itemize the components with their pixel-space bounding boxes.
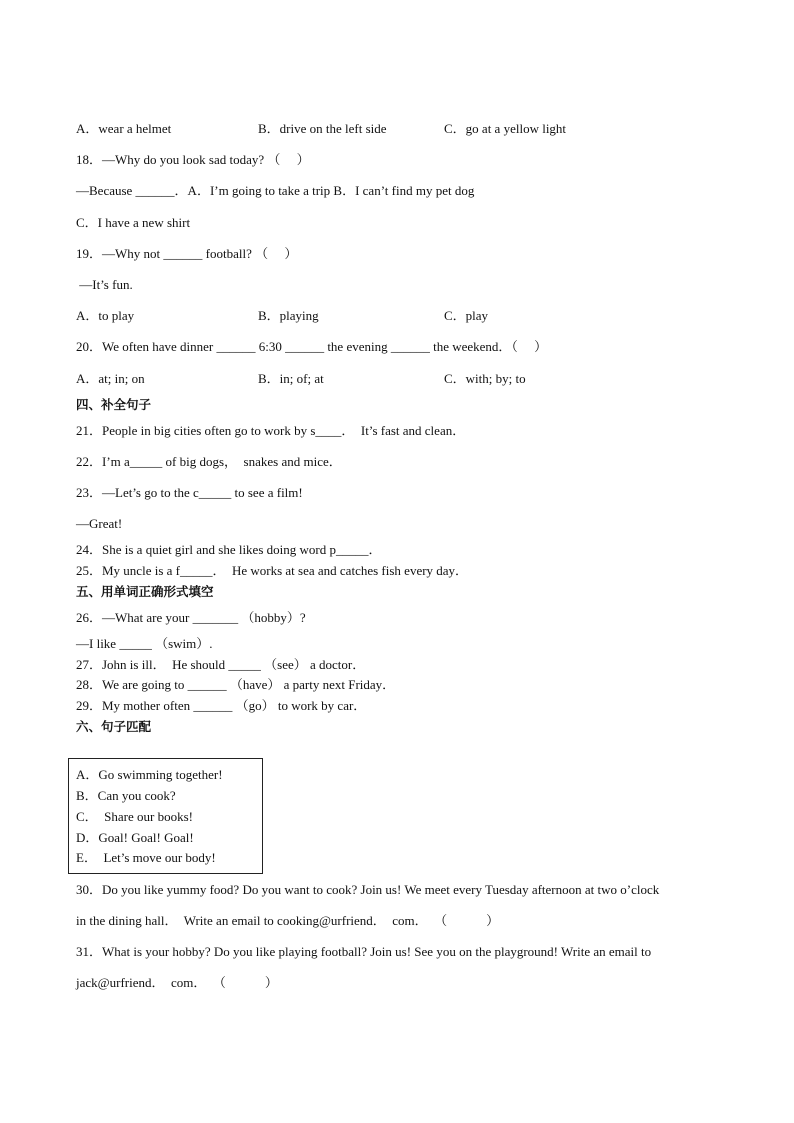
match-option-d: D．Goal! Goal! Goal!: [76, 830, 194, 845]
q21: 21．People in big cities often go to work by s____． It’s fast and clean．: [76, 423, 466, 438]
q26-reply: —I like _____ （swim）.: [76, 636, 213, 651]
match-option-b: B．Can you cook?: [76, 788, 176, 803]
match-option-e: E． Let’s move our body!: [76, 850, 216, 865]
section-heading-4: 四、补全句子: [76, 397, 152, 412]
section-heading-6: 六、句子匹配: [76, 719, 152, 734]
q30-line2: in the dining hall． Write an email to cooking@urfriend． com． （ ）: [76, 913, 500, 928]
q18-line3: C．I have a new shirt: [76, 215, 191, 230]
q19-option-b: B．playing: [258, 308, 319, 323]
q19-option-a: A．to play: [76, 308, 135, 323]
q18-line2: —Because ______．A．I’m going to take a trip B．I can’t find my pet dog: [76, 183, 475, 198]
q20-stem: 20．We often have dinner ______ 6:30 ______ the evening ______ the weekend．（ ）: [76, 339, 548, 354]
q22: 22．I’m a_____ of big dogs， snakes and mice．: [76, 454, 342, 469]
match-option-a: A．Go swimming together!: [76, 767, 223, 782]
q20-option-c: C．with; by; to: [444, 371, 526, 386]
q23: 23．—Let’s go to the c_____ to see a film!: [76, 485, 303, 500]
q24: 24．She is a quiet girl and she likes doing word p_____．: [76, 542, 382, 557]
q17-option-a: A．wear a helmet: [76, 121, 172, 136]
q18-stem: 18．—Why do you look sad today? （ ）: [76, 152, 310, 167]
q30-line1: 30．Do you like yummy food? Do you want to cook? Join us! We meet every Tuesday afternoon at two o’clock: [76, 882, 660, 897]
q26: 26．—What are your _______ （hobby）?: [76, 610, 306, 625]
q27: 27．John is ill． He should _____ （see） a doctor．: [76, 657, 366, 672]
q23-reply: —Great!: [76, 516, 123, 531]
match-option-c: C． Share our books!: [76, 809, 193, 824]
q19-option-c: C．play: [444, 308, 489, 323]
q19-reply: —It’s fun.: [76, 277, 133, 292]
q17-option-b: B．drive on the left side: [258, 121, 387, 136]
q25: 25．My uncle is a f_____． He works at sea and catches fish every day．: [76, 563, 469, 578]
q17-option-c: C．go at a yellow light: [444, 121, 567, 136]
section-heading-5: 五、用单词正确形式填空: [76, 584, 214, 599]
q31-line2: jack@urfriend． com． （ ）: [76, 975, 278, 990]
q28: 28．We are going to ______ （have） a party next Friday．: [76, 677, 396, 692]
q19-stem: 19．—Why not ______ football? （ ）: [76, 246, 298, 261]
q20-option-b: B．in; of; at: [258, 371, 324, 386]
q31-line1: 31．What is your hobby? Do you like playing football? Join us! See you on the playground! Write an email to: [76, 944, 652, 959]
q20-option-a: A．at; in; on: [76, 371, 145, 386]
matching-options-box: [68, 758, 263, 874]
q29: 29．My mother often ______ （go） to work by car．: [76, 698, 367, 713]
